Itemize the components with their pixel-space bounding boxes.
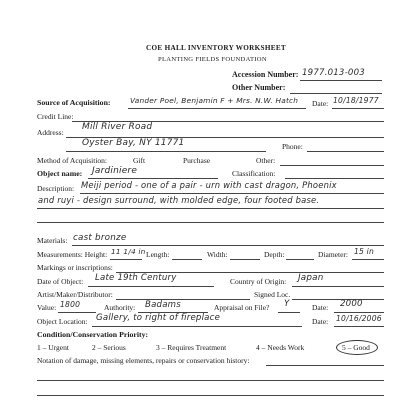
method-other-line xyxy=(280,165,384,166)
method-label: Method of Acquisition: xyxy=(37,156,107,165)
other-number-line xyxy=(290,93,382,94)
value-date-value[interactable]: 2000 xyxy=(340,299,363,309)
notation-line-2 xyxy=(37,380,384,381)
depth-label: Depth: xyxy=(264,250,285,259)
value-label: Value: xyxy=(37,303,57,312)
notation-line-1 xyxy=(266,365,384,366)
method-other-label: Other: xyxy=(256,156,276,165)
height-line xyxy=(110,259,142,260)
value-amount[interactable]: 1800 xyxy=(60,300,81,309)
object-name-label: Object name: xyxy=(37,169,83,178)
condition-label: Condition/Conservation Priority: xyxy=(37,330,149,339)
source-label: Source of Acquisition: xyxy=(37,98,111,107)
source-date-label: Date: xyxy=(312,99,329,108)
method-option-purchase[interactable]: Purchase xyxy=(183,156,211,165)
diameter-label: Diameter: xyxy=(318,250,348,259)
materials-value[interactable]: cast bronze xyxy=(73,233,127,243)
country-label: Country of Origin: xyxy=(230,277,287,286)
length-label: Length: xyxy=(146,250,170,259)
value-date-line xyxy=(334,312,384,313)
description-line-2 xyxy=(37,208,384,209)
description-line-3 xyxy=(37,222,384,223)
date-of-object-line xyxy=(88,286,214,287)
other-number-label: Other Number: xyxy=(232,83,286,92)
artist-label: Artist/Maker/Distributor: xyxy=(37,290,113,299)
condition-option-good[interactable]: 5 – Good xyxy=(342,343,370,352)
object-name-line xyxy=(88,178,218,179)
description-label: Description: xyxy=(37,184,75,193)
authority-value[interactable]: Badams xyxy=(145,300,181,310)
length-line xyxy=(172,259,202,260)
diameter-line xyxy=(352,259,384,260)
source-line xyxy=(128,108,306,109)
appraisal-value[interactable]: Y xyxy=(284,299,290,309)
diameter-value[interactable]: 15 in xyxy=(354,247,374,256)
signed-line xyxy=(292,299,384,300)
appraisal-line xyxy=(278,312,300,313)
date-of-object-label: Date of Object: xyxy=(37,277,84,286)
address-value-1[interactable]: Mill River Road xyxy=(82,122,153,132)
location-date-line xyxy=(334,326,384,327)
location-value[interactable]: Gallery, to right of fireplace xyxy=(96,313,221,323)
credit-line-label: Credit Line: xyxy=(37,112,74,121)
width-line xyxy=(230,259,260,260)
classification-label: Classification: xyxy=(232,169,276,178)
materials-label: Materials: xyxy=(37,236,68,245)
date-of-object-value[interactable]: Late 19th Century xyxy=(95,273,177,283)
signed-label: Signed Loc. xyxy=(254,290,291,299)
address-label: Address: xyxy=(37,128,64,137)
address-value-2[interactable]: Oyster Bay, NY 11771 xyxy=(82,138,185,148)
value-date-label: Date: xyxy=(312,303,329,312)
notation-label: Notation of damage, missing elements, repairs or conservation history: xyxy=(37,356,250,365)
height-value[interactable]: 11 1/4 in xyxy=(111,247,146,256)
measurements-label: Measurements: Height: xyxy=(37,250,108,259)
accession-label: Accession Number: xyxy=(232,70,299,79)
form-title: COE HALL INVENTORY WORKSHEET xyxy=(146,44,287,52)
depth-line xyxy=(286,259,314,260)
authority-label: Authority: xyxy=(104,303,136,312)
form-subtitle: PLANTING FIELDS FOUNDATION xyxy=(158,56,267,63)
method-option-gift[interactable]: Gift xyxy=(133,156,146,165)
appraisal-label: Appraisal on File? xyxy=(214,303,270,312)
source-date-value[interactable]: 10/18/1977 xyxy=(333,96,379,105)
address-line-2 xyxy=(66,151,266,152)
phone-line xyxy=(307,151,384,152)
condition-option-needs-work[interactable]: 4 – Needs Work xyxy=(256,343,305,352)
source-value[interactable]: Vander Poel, Benjamin F + Mrs. N.W. Hatch xyxy=(130,96,299,105)
accession-value[interactable]: 1977.013-003 xyxy=(302,68,365,78)
country-value[interactable]: Japan xyxy=(298,273,324,283)
phone-label: Phone: xyxy=(282,142,303,151)
accession-line xyxy=(300,80,382,81)
location-date-value[interactable]: 10/16/2006 xyxy=(336,314,382,323)
value-line xyxy=(58,312,96,313)
selected-condition-circle xyxy=(336,340,378,355)
country-line xyxy=(292,286,384,287)
object-name-value[interactable]: Jardiniere xyxy=(92,166,138,176)
description-value-2[interactable]: and ruyi - design surround, with molded edge, four footed base. xyxy=(38,195,320,205)
markings-label: Markings or inscriptions: xyxy=(37,263,113,272)
condition-option-requires-treatment[interactable]: 3 – Requires Treatment xyxy=(156,343,227,352)
description-value-1[interactable]: Meiji period - one of a pair - urn with cast dragon, Phoenix xyxy=(81,180,337,190)
materials-line xyxy=(72,245,384,246)
description-line-1 xyxy=(80,193,384,194)
location-date-label: Date: xyxy=(312,317,329,326)
condition-option-serious[interactable]: 2 – Serious xyxy=(92,343,126,352)
notation-line-3 xyxy=(37,395,384,396)
width-label: Width: xyxy=(207,250,228,259)
artist-line xyxy=(116,299,250,300)
condition-option-urgent[interactable]: 1 – Urgent xyxy=(37,343,69,352)
classification-line xyxy=(285,178,384,179)
location-line xyxy=(92,326,302,327)
location-label: Object Location: xyxy=(37,317,88,326)
source-date-line xyxy=(332,108,384,109)
